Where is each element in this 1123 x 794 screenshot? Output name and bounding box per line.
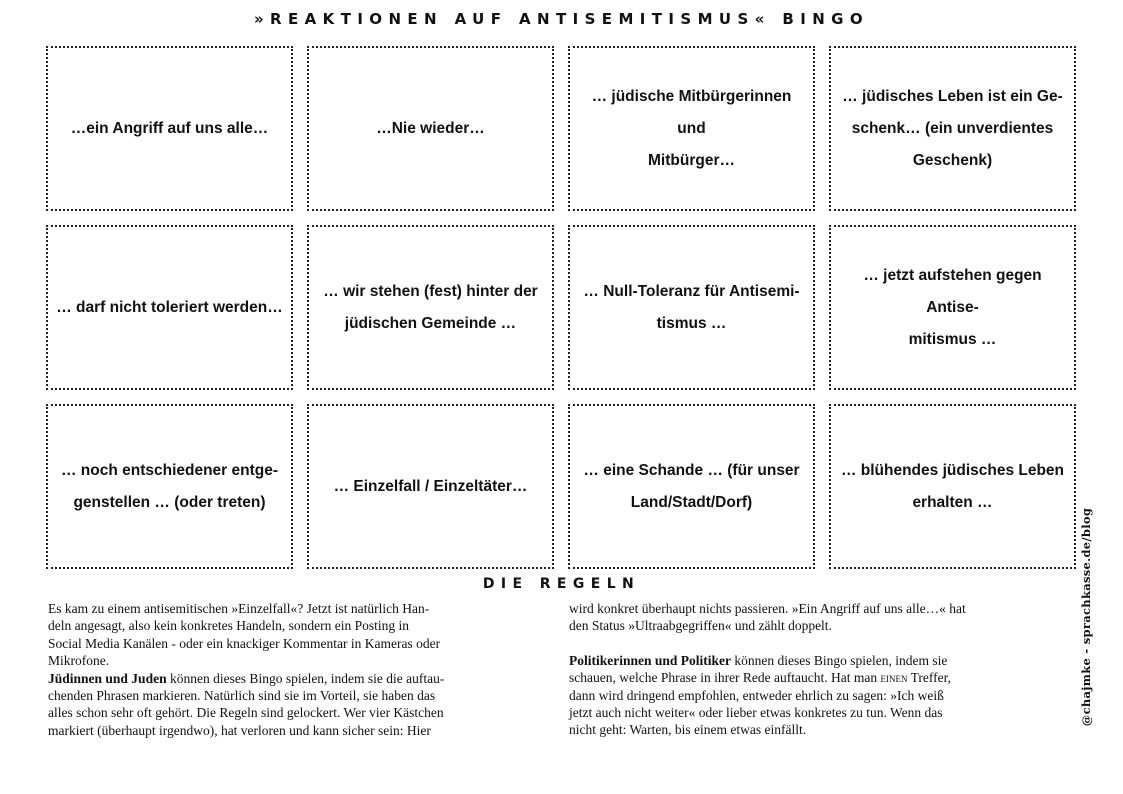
bingo-cell[interactable] [568,404,815,569]
page-title: »REAKTIONEN AUF ANTISEMITISMUS« BINGO [253,10,870,28]
rules-jewish-paragraph [48,670,560,740]
bingo-cell[interactable] [829,404,1076,569]
rules-politicians-emphasis: einen [880,670,908,686]
rules-column-right [569,600,1074,739]
bingo-cell-text: … eine Schande … (für unser Land/Stadt/Dorf) [583,461,800,511]
bingo-cell[interactable] [829,46,1076,211]
rules-politicians-paragraph [569,652,1074,739]
rules-politicians-text-b: Treffer, dann wird dringend empfohlen, entweder ehrlich zu sagen: »Ich weiß jetzt auch nicht weiter« oder lieber etwas konkretes zu tun. Wenn das nicht geht: Warten, bis einem etwas einfällt. [569,670,951,738]
bingo-cell-text: …ein Angriff auf uns alle… [70,119,269,137]
bingo-cell[interactable] [307,46,554,211]
bingo-cell[interactable] [568,225,815,390]
bingo-cell-text: …Nie wieder… [376,119,485,137]
author-credit: @chajmke - sprachkasse.de/blog [1079,507,1093,727]
rules-continuation-paragraph: wird konkret überhaupt nichts passieren. »Ein Angriff auf uns alle…« hat den Status »Ultraabgegriffen« und zählt doppelt. [569,601,966,634]
paragraph-gap [569,635,1074,652]
bingo-cell[interactable] [46,404,293,569]
rules-column-left [48,600,560,739]
bingo-cell-text: … darf nicht toleriert werden… [56,298,283,316]
bingo-cell-text: … Null-Toleranz für Antisemi- tismus … [583,282,800,332]
rules-politicians-lead: Politikerinnen und Politiker [569,652,732,668]
bingo-cell-text: … wir stehen (fest) hinter der jüdischen Gemeinde … [323,282,538,332]
bingo-cell[interactable] [46,225,293,390]
bingo-cell[interactable] [307,225,554,390]
bingo-cell[interactable] [307,404,554,569]
bingo-cell[interactable] [568,46,815,211]
rules-heading: DIE REGELN [482,576,641,592]
bingo-cell-text: … blühendes jüdisches Leben erhalten … [840,461,1065,511]
bingo-cell[interactable] [46,46,293,211]
rules-politicians-text-a: können dieses Bingo spielen, indem sie schauen, welche Phrase in ihrer Rede auftaucht. Hat man [569,652,948,686]
bingo-cell-text: … Einzelfall / Einzeltäter… [333,477,528,495]
bingo-cell-text: … jüdisches Leben ist ein Ge- schenk… (ein unverdientes Geschenk) [842,87,1063,169]
bingo-cell-text: … noch entschiedener entge- genstellen … (oder treten) [60,461,279,511]
rules-jewish-lead: Jüdinnen und Juden [48,670,167,686]
bingo-cell-text: … jetzt aufstehen gegen Antise- mitismus … [863,266,1042,348]
bingo-cell-text: … jüdische Mitbürgerinnen und Mitbürger… [591,87,792,169]
bingo-cell[interactable] [829,225,1076,390]
bingo-grid [46,46,1076,569]
rules-intro-paragraph: Es kam zu einem antisemitischen »Einzelfall«? Jetzt ist natürlich Han- deln angesagt, also kein konkretes Handeln, sondern ein Posting in Social Media Kanälen - oder ein knackiger Kommentar in Kameras oder Mikrofone. [48,601,441,669]
rules-jewish-text: können dieses Bingo spielen, indem sie die auftau- chenden Phrasen markieren. Natürlich sind sie im Vorteil, sie haben das alles schon sehr oft gehört. Die Regeln sind gelockert. Wer vier Kästchen markiert (überhaupt irgendwo), hat verloren und kann sicher sein: Hier [48,670,445,738]
